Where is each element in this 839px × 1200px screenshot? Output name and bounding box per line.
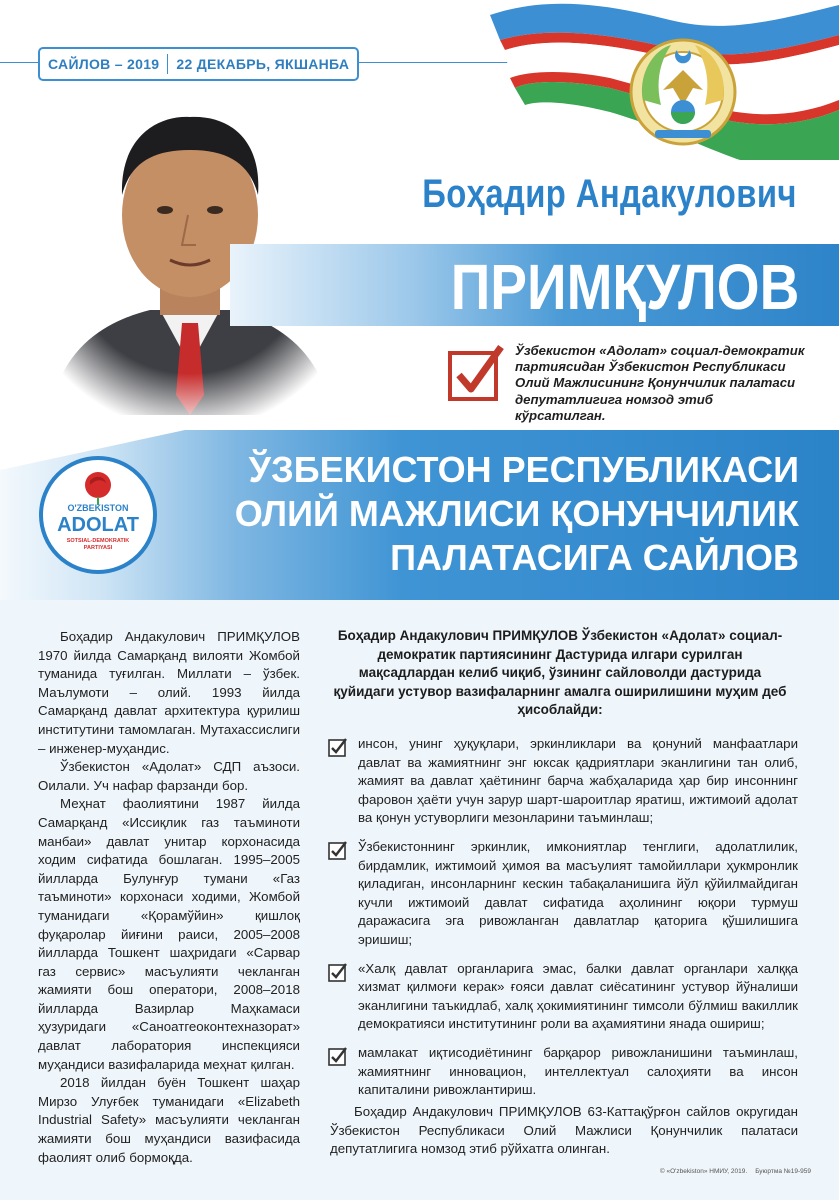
- priorities-list: [328, 735, 798, 1110]
- priority-text: мамлакат иқтисодиётининг барқарор ривожланишини таъминлаш, жамиятнинг инновацион, интеллектуал салоҳияти ва инсон капиталини ривожлантириш.: [358, 1044, 798, 1098]
- checkbox-icon: [328, 962, 348, 982]
- bio-paragraph: Меҳнат фаолиятини 1987 йилда Самарқанд «Иссиқлик газ таъминоти манбаи» давлат унитар корхонасида ходим сифатида бошлаган. 1995–2005 йилларда Булунғур тумани «Газ таъминоти» корхонаси ходими, Жомбой туманидаги «Қорамўйин» қишлоқ фуқаролар йиғини раиси, 2005–2008 йилларда Тошкент шаҳридаги «Сарвар газ сервис» масъулияти чекланган жамияти бош оператори, 2008–2018 йилларда Вазирлар Маҳкамаси ҳузуридаги «Саноатгеоконтехназорат» давлат лаборатория инспекцияси муҳандиси вазифаларида меҳнат қилган.: [38, 796, 300, 1072]
- registration-text: Боҳадир Андакулович ПРИМҚУЛОВ 63-Каттақўрғон сайлов округидан Ўзбекистон Республикаси Олий Мажлиси Қонунчилик палатаси депутатлигига номзод этиб рўйхатга олинган.: [330, 1104, 798, 1157]
- priority-text: Ўзбекистоннинг эркинлик, имкониятлар тенглиги, адолатлилик, бирдамлик, ижтимоий ҳимоя ва масъулият тамойиллари ҳукмронлик қиладиган, инсонларнинг кескин табақаланишига йўл қўйилмайдиган кучли ижтимоий давлат сифатида аҳолининг юқори турмуш даражасига эга ривожланган давлатлар қаторига қўшилишига эришиш;: [358, 838, 798, 947]
- state-emblem-icon: [623, 30, 743, 150]
- footer-order: Буюртма №19-959: [755, 1168, 811, 1175]
- priority-item: [328, 1044, 798, 1100]
- logo-top-text: O'ZBEKISTON: [67, 503, 129, 513]
- checkbox-icon: [328, 840, 348, 860]
- priority-text: инсон, унинг ҳуқуқлари, эркинликлари ва қонуний манфаатлари давлат ва жамиятнинг энг юксак қадриятлари эканлигини тан олиб, жамият ва давлат ҳаётининг барча жабҳаларида ҳар бир инсоннинг фаровон ҳаёти учун зарур шарт-шароитлар яратиш, ижтимоий адолат ва қонун устуворлиги мезонларини таъминлаш;: [358, 736, 798, 826]
- footer-copyright: © «O'zbekiston» НМИУ, 2019.: [659, 1168, 748, 1175]
- priority-item: [328, 735, 798, 828]
- priority-item: [328, 838, 798, 950]
- checkbox-icon: [328, 737, 348, 757]
- logo-sub-text: SOTSIAL-DEMOKRATIK: [66, 538, 130, 544]
- priorities-heading: Боҳадир Андакулович ПРИМҚУЛОВ Ўзбекистон «Адолат» социал-демократик партиясининг Дастурида илгари сурилган мақсадлардан келиб чиқиб, ўзининг сайловолди дастурида қуйидаги устувор вазифаларнинг амалга оширилишини муҳим деб ҳисоблайди:: [333, 628, 787, 718]
- election-title: [179, 448, 799, 580]
- election-date: 22 ДЕКАБРЬ, ЯКШАНБА: [176, 56, 350, 72]
- election-title-line: ЎЗБЕКИСТОН РЕСПУБЛИКАСИ: [248, 449, 799, 490]
- priority-item: [328, 960, 798, 1034]
- registration-note: [330, 1103, 798, 1159]
- logo-sub-text: PARTIYASI: [83, 545, 113, 551]
- nomination-text: Ўзбекистон «Адолат» социал-демократик партиясидан Ўзбекистон Республикаси Олий Мажлисининг Қонунчилик палатаси депутатлигига номзод этиб кўрсатилган.: [515, 343, 805, 423]
- footer: [652, 1168, 811, 1175]
- election-title-line: ОЛИЙ МАЖЛИСИ ҚОНУНЧИЛИК: [234, 493, 799, 534]
- candidate-first-names: Боҳадир Андакулович: [422, 172, 797, 216]
- elections-label: САЙЛОВ – 2019: [48, 56, 160, 72]
- logo-name: ADOLAT: [57, 514, 139, 536]
- bio-paragraph: 2018 йилдан буён Тошкент шаҳар Мирзо Улуғбек туманидаги «Elizabeth Industrial Safety» масъулияти чекланган жамияти бош муҳандиси вазифасида фаолият олиб бормоқда.: [38, 1075, 300, 1165]
- party-logo: [38, 455, 158, 575]
- election-date-badge: [38, 47, 359, 81]
- bio-paragraph: Ўзбекистон «Адолат» СДП аъзоси. Оилали. Уч нафар фарзанди бор.: [38, 759, 300, 793]
- biography: [38, 628, 300, 1167]
- bio-paragraph: Боҳадир Андакулович ПРИМҚУЛОВ 1970 йилда Самарқанд вилояти Жомбой туманида туғилган. Миллати – ўзбек. Маълумоти – олий. 1993 йилда Самарқанд давлат архитектура қурилиш институтини тамомлаган. Мутахассислиги – инженер-муҳандис.: [38, 629, 300, 756]
- election-title-line: ПАЛАТАСИГА САЙЛОВ: [390, 537, 799, 578]
- checkbox-icon: [328, 1046, 348, 1066]
- badge-divider: [167, 54, 168, 74]
- priority-text: «Халқ давлат органларига эмас, балки давлат органлари халққа хизмат қилмоғи керак» ғояси давлат сиёсатининг устувор йўналиши эканлигини таъкидлаб, халқ ҳокимиятининг тимсоли бўлмиш вакиллик демократияси институтининг роли ва аҳамиятини янада ошириш;: [358, 960, 798, 1032]
- candidate-last-name: ПРИМҚУЛОВ: [450, 251, 799, 323]
- ballot-check-icon: [447, 343, 505, 405]
